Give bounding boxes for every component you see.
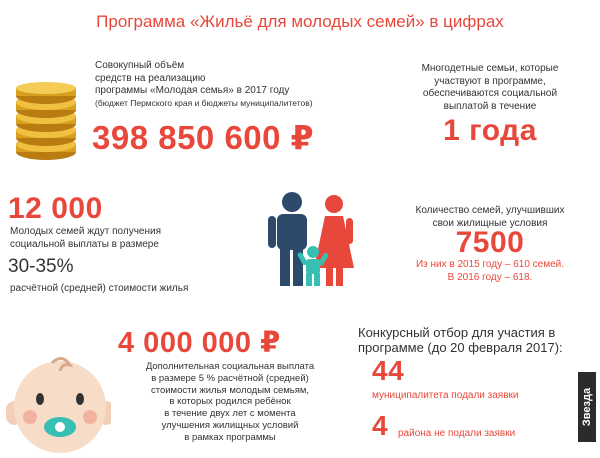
payout-percent: 30-35%	[8, 256, 74, 277]
competition-heading-1: Конкурсный отбор для участия в	[358, 325, 556, 340]
budget-note: (бюджет Пермского края и бюджеты муниципалитетов)	[95, 97, 313, 108]
logo-text: Звезда	[581, 387, 593, 427]
extra-line-3: стоимости жилья молодым семьям,	[150, 384, 310, 396]
waiting-line-1: Молодых семей ждут получения	[10, 226, 162, 237]
extra-line-2: в размере 5 % расчётной (средней)	[151, 372, 309, 384]
large-families-description	[395, 63, 585, 113]
extra-line-1: Дополнительная социальная выплата	[145, 361, 315, 372]
competition-heading	[358, 325, 578, 355]
budget-line-2: средств на реализацию	[95, 72, 206, 84]
applied-label: муниципалитета подали заявки	[372, 390, 519, 401]
extra-payout-description	[115, 361, 345, 444]
extra-line-5: в течение двух лет с момента	[164, 408, 296, 420]
family-icon	[262, 190, 362, 290]
budget-line-3: программы «Молодая семья» в 2017 году	[95, 85, 290, 96]
large-families-line-3: обеспечиваются социальной	[422, 88, 558, 99]
extra-payout-amount: 4 000 000 ₽	[118, 327, 281, 359]
extra-line-6: улучшения жилищных условий	[161, 419, 299, 431]
extra-line-4: в которых родился ребёнок	[169, 396, 291, 408]
improved-line-2: свои жилищные условия	[432, 217, 548, 229]
percent-description: расчётной (средней) стоимости жилья	[10, 283, 189, 294]
improved-line-1: Количество семей, улучшивших	[415, 205, 565, 216]
large-families-line-1: Многодетные семьи, которые	[421, 63, 559, 74]
baby-icon	[6, 355, 111, 455]
improved-detail-2016: В 2016 году – 618.	[447, 272, 533, 283]
large-families-line-4: выплатой в течение	[443, 100, 537, 112]
improved-details	[390, 258, 590, 284]
page-title: Программа «Жильё для молодых семей» в цифрах	[96, 12, 504, 31]
budget-description	[95, 60, 355, 109]
waiting-line-2: социальной выплаты в размере	[10, 238, 159, 250]
improved-detail-2015: Из них в 2015 году – 610 семей.	[415, 259, 565, 270]
payout-period: 1 года	[443, 114, 537, 147]
waiting-families-description	[10, 226, 250, 251]
applied-count: 44	[372, 355, 405, 386]
budget-line-1: Совокупный объём	[95, 60, 185, 71]
competition-heading-2: программе (до 20 февраля 2017):	[358, 340, 563, 355]
improved-count: 7500	[455, 226, 525, 259]
extra-line-7: в рамках программы	[184, 431, 276, 443]
large-families-line-2: участвуют в программе,	[434, 75, 546, 87]
not-applied-label: района не подали заявки	[398, 428, 516, 439]
coins-icon	[8, 82, 84, 162]
budget-amount: 398 850 600 ₽	[92, 119, 315, 156]
zvezda-logo	[578, 372, 596, 442]
not-applied-count: 4	[372, 410, 389, 441]
waiting-families-count: 12 000	[8, 192, 103, 225]
